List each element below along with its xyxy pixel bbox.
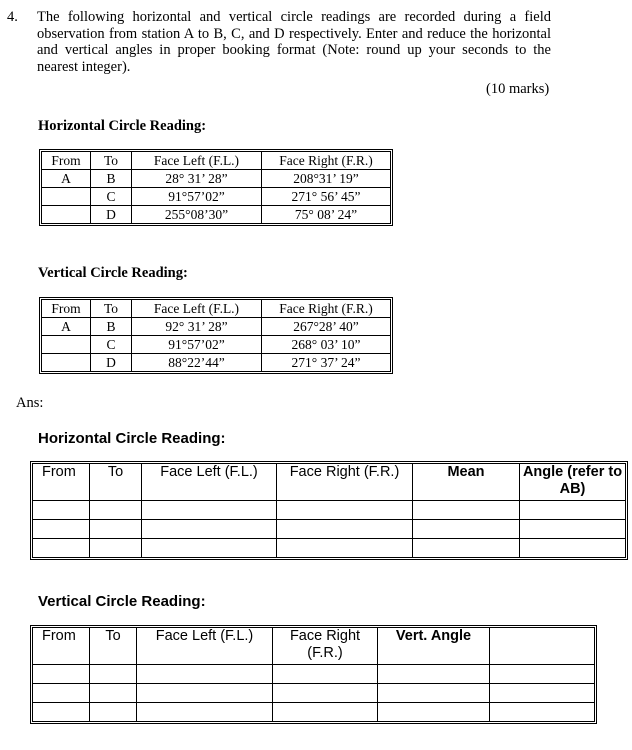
header-face-left: Face Left (F.L.) — [137, 628, 273, 665]
cell-from — [42, 336, 91, 354]
blank-cell[interactable] — [33, 520, 90, 539]
table-row — [42, 354, 391, 372]
cell-to: C — [91, 188, 132, 206]
header-to: To — [91, 300, 132, 318]
blank-cell[interactable] — [33, 684, 90, 703]
blank-cell[interactable] — [520, 539, 626, 558]
question-number: 4. — [7, 9, 18, 25]
header-face-right: Face Right (F.R.) — [277, 464, 413, 501]
blank-cell[interactable] — [137, 665, 273, 684]
answer-vertical-title: Vertical Circle Reading: — [38, 593, 206, 610]
blank-cell[interactable] — [90, 665, 137, 684]
cell-from: A — [42, 318, 91, 336]
blank-cell[interactable] — [520, 520, 626, 539]
blank-cell[interactable] — [378, 684, 490, 703]
table-row — [33, 539, 626, 558]
header-blank — [490, 628, 595, 665]
blank-cell[interactable] — [90, 684, 137, 703]
blank-cell[interactable] — [90, 520, 142, 539]
question-text: The following horizontal and vertical circle readings are recorded during a field observation from station A to B, C, and D respectively. Enter and reduce the horizontal and vertical angles in proper booking format (Note: round up your seconds to the nearest integer). — [37, 9, 551, 75]
blank-cell[interactable] — [413, 501, 520, 520]
table-row — [33, 703, 595, 722]
table-row — [33, 684, 595, 703]
blank-cell[interactable] — [90, 501, 142, 520]
blank-cell[interactable] — [90, 539, 142, 558]
cell-face-left: 88°22’44” — [132, 354, 262, 372]
blank-cell[interactable] — [137, 703, 273, 722]
blank-cell[interactable] — [137, 684, 273, 703]
header-face-right: Face Right (F.R.) — [262, 300, 391, 318]
header-from: From — [33, 628, 90, 665]
header-from: From — [42, 300, 91, 318]
cell-face-left: 91°57’02” — [132, 188, 262, 206]
answer-horizontal-table — [32, 463, 626, 558]
cell-face-left: 28° 31’ 28” — [132, 170, 262, 188]
table-header-row — [33, 628, 595, 665]
header-to: To — [90, 628, 137, 665]
cell-face-right: 267°28’ 40” — [262, 318, 391, 336]
cell-to: D — [91, 354, 132, 372]
blank-cell[interactable] — [520, 501, 626, 520]
table-row — [42, 188, 391, 206]
blank-cell[interactable] — [490, 703, 595, 722]
vertical-section-title: Vertical Circle Reading: — [38, 265, 188, 281]
cell-face-left: 255°08’30” — [132, 206, 262, 224]
table-row — [42, 318, 391, 336]
blank-cell[interactable] — [273, 703, 378, 722]
table-row — [42, 170, 391, 188]
cell-face-right: 208°31’ 19” — [262, 170, 391, 188]
blank-cell[interactable] — [33, 501, 90, 520]
horizontal-reading-table — [41, 151, 391, 224]
table-row — [33, 665, 595, 684]
cell-from — [42, 188, 91, 206]
blank-cell[interactable] — [490, 665, 595, 684]
blank-cell[interactable] — [142, 520, 277, 539]
cell-to: C — [91, 336, 132, 354]
blank-cell[interactable] — [378, 665, 490, 684]
cell-face-right: 75° 08’ 24” — [262, 206, 391, 224]
blank-cell[interactable] — [490, 684, 595, 703]
header-to: To — [90, 464, 142, 501]
blank-cell[interactable] — [273, 684, 378, 703]
table-row — [33, 520, 626, 539]
blank-cell[interactable] — [273, 665, 378, 684]
header-face-left: Face Left (F.L.) — [132, 152, 262, 170]
table-row — [42, 336, 391, 354]
cell-to: B — [91, 170, 132, 188]
cell-to: D — [91, 206, 132, 224]
cell-from: A — [42, 170, 91, 188]
table-row — [42, 206, 391, 224]
blank-cell[interactable] — [33, 703, 90, 722]
header-to: To — [91, 152, 132, 170]
cell-face-left: 92° 31’ 28” — [132, 318, 262, 336]
question-marks: (10 marks) — [486, 81, 550, 97]
table-row — [33, 501, 626, 520]
header-vert-angle: Vert. Angle — [378, 628, 490, 665]
answer-label: Ans: — [16, 395, 44, 411]
blank-cell[interactable] — [413, 539, 520, 558]
blank-cell[interactable] — [90, 703, 137, 722]
cell-from — [42, 206, 91, 224]
horizontal-section-title: Horizontal Circle Reading: — [38, 118, 207, 134]
cell-face-right: 271° 56’ 45” — [262, 188, 391, 206]
blank-cell[interactable] — [277, 520, 413, 539]
header-mean: Mean — [413, 464, 520, 501]
cell-face-left: 91°57’02” — [132, 336, 262, 354]
header-face-right: Face Right (F.R.) — [262, 152, 391, 170]
blank-cell[interactable] — [413, 520, 520, 539]
answer-horizontal-title: Horizontal Circle Reading: — [38, 430, 226, 447]
table-header-row — [42, 152, 391, 170]
table-header-row — [33, 464, 626, 501]
header-face-right: Face Right (F.R.) — [273, 628, 378, 665]
cell-from — [42, 354, 91, 372]
cell-face-right: 271° 37’ 24” — [262, 354, 391, 372]
table-header-row — [42, 300, 391, 318]
cell-to: B — [91, 318, 132, 336]
header-from: From — [33, 464, 90, 501]
blank-cell[interactable] — [277, 501, 413, 520]
header-face-left: Face Left (F.L.) — [132, 300, 262, 318]
blank-cell[interactable] — [33, 539, 90, 558]
header-from: From — [42, 152, 91, 170]
blank-cell[interactable] — [33, 665, 90, 684]
blank-cell[interactable] — [142, 501, 277, 520]
header-angle: Angle (refer to AB) — [520, 464, 626, 501]
cell-face-right: 268° 03’ 10” — [262, 336, 391, 354]
blank-cell[interactable] — [142, 539, 277, 558]
vertical-reading-table — [41, 299, 391, 372]
blank-cell[interactable] — [378, 703, 490, 722]
header-face-left: Face Left (F.L.) — [142, 464, 277, 501]
answer-vertical-table — [32, 627, 595, 722]
blank-cell[interactable] — [277, 539, 413, 558]
